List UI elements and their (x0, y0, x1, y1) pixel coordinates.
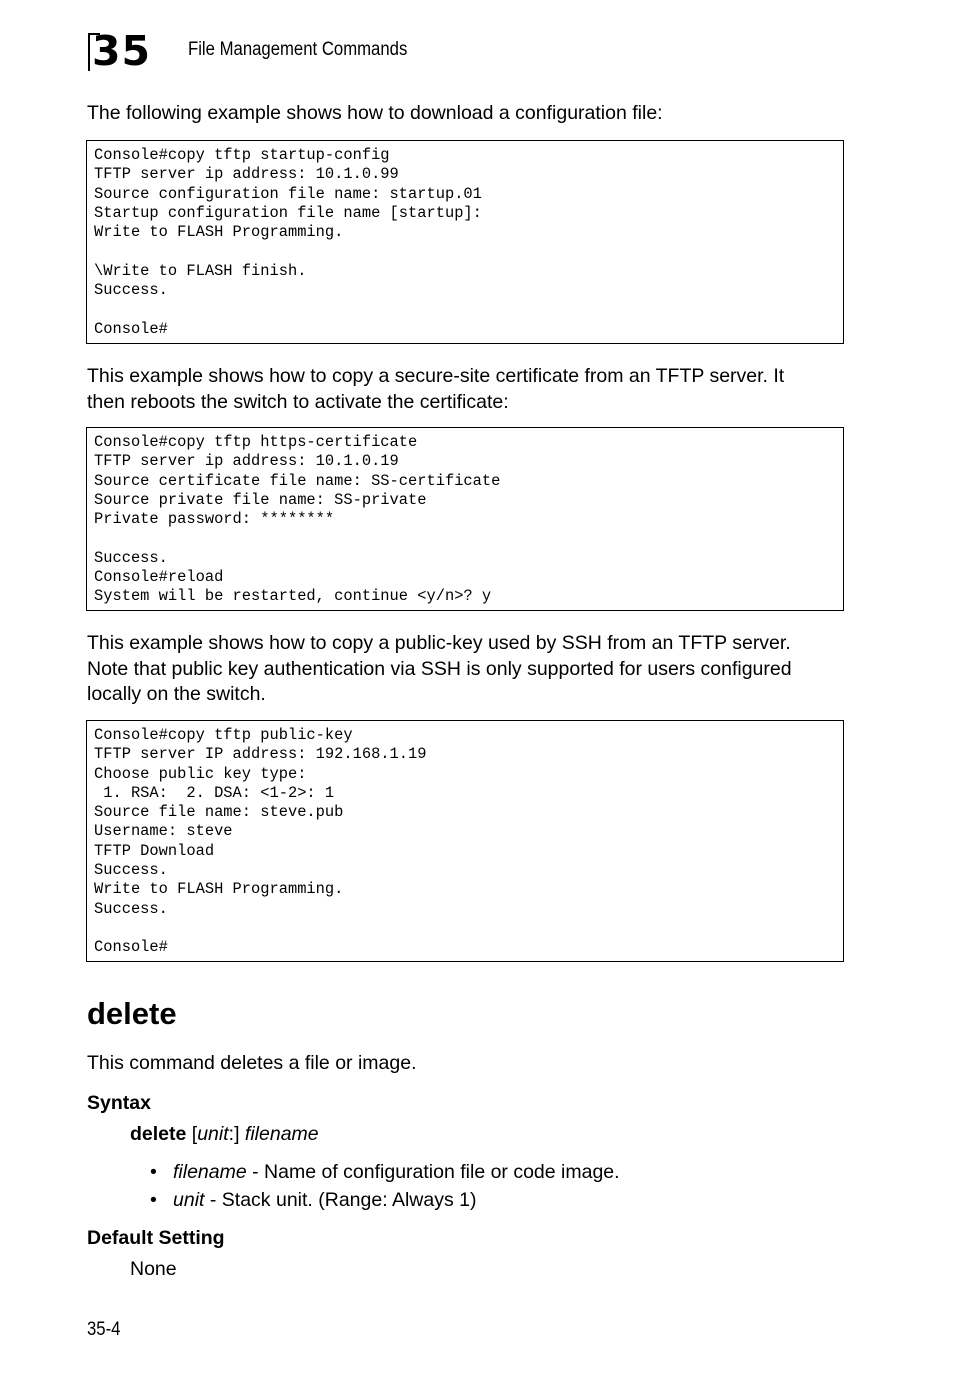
syntax-unit-param: unit (197, 1123, 229, 1145)
syntax-close-bracket: :] (228, 1123, 240, 1145)
chapter-header (88, 27, 848, 75)
intro-download-text: The following example shows how to download a configuration file: (87, 102, 663, 124)
command-description: This command deletes a file or image. (87, 1052, 417, 1074)
chapter-number: 35 (92, 27, 152, 75)
intro-certificate-text: This example shows how to copy a secure-site certificate from an TFTP server. It then reboots the switch to activate the certificate: (87, 365, 785, 413)
param-name: unit (173, 1189, 205, 1211)
page-number: 35-4 (87, 1319, 121, 1340)
code-example-certificate (86, 427, 844, 611)
list-item (150, 1158, 620, 1186)
code-example-public-key (86, 720, 844, 962)
code-download-text: Console#copy tftp startup-config TFTP server ip address: 10.1.0.99 Source configuration file name: startup.01 Startup configuration file name [startup]: Write to FLASH Programming. \Write to FLASH finish. Success. Console# (94, 146, 482, 338)
param-description: - Stack unit. (Range: Always 1) (204, 1189, 477, 1211)
syntax-keyword: delete (130, 1123, 187, 1145)
param-description: - Name of configuration file or code image. (246, 1161, 620, 1183)
bullet-icon: • (150, 1189, 157, 1211)
code-example-download (86, 140, 844, 344)
default-setting-heading: Default Setting (87, 1227, 225, 1249)
chapter-title: File Management Commands (188, 39, 408, 60)
code-public-key-text: Console#copy tftp public-key TFTP server IP address: 192.168.1.19 Choose public key type: 1. RSA: 2. DSA: <1-2>: 1 Source file name: steve.pub Username: steve TFTP Download Success. Write to FLASH Programming. Success. Console# (94, 726, 427, 957)
code-certificate-text: Console#copy tftp https-certificate TFTP server ip address: 10.1.0.19 Source certificate file name: SS-certificate Source private file name: SS-private Private password: ******** Success. Console#reload System will be restarted, continue <y/n>? y (94, 433, 501, 606)
parameter-list (150, 1158, 620, 1214)
list-item (150, 1186, 620, 1214)
syntax-line (130, 1121, 319, 1147)
intro-public-key-text: This example shows how to copy a public-key used by SSH from an TFTP server. Note that public key authentication via SSH is only supported for users configured locally on the switch. (87, 632, 792, 705)
command-heading: delete (87, 996, 177, 1031)
syntax-filename-param: filename (244, 1123, 319, 1145)
default-setting-value: None (130, 1258, 177, 1280)
syntax-heading: Syntax (87, 1092, 151, 1114)
bullet-icon: • (150, 1161, 157, 1183)
param-name: filename (173, 1161, 247, 1183)
syntax-open-bracket: [ (191, 1123, 198, 1145)
